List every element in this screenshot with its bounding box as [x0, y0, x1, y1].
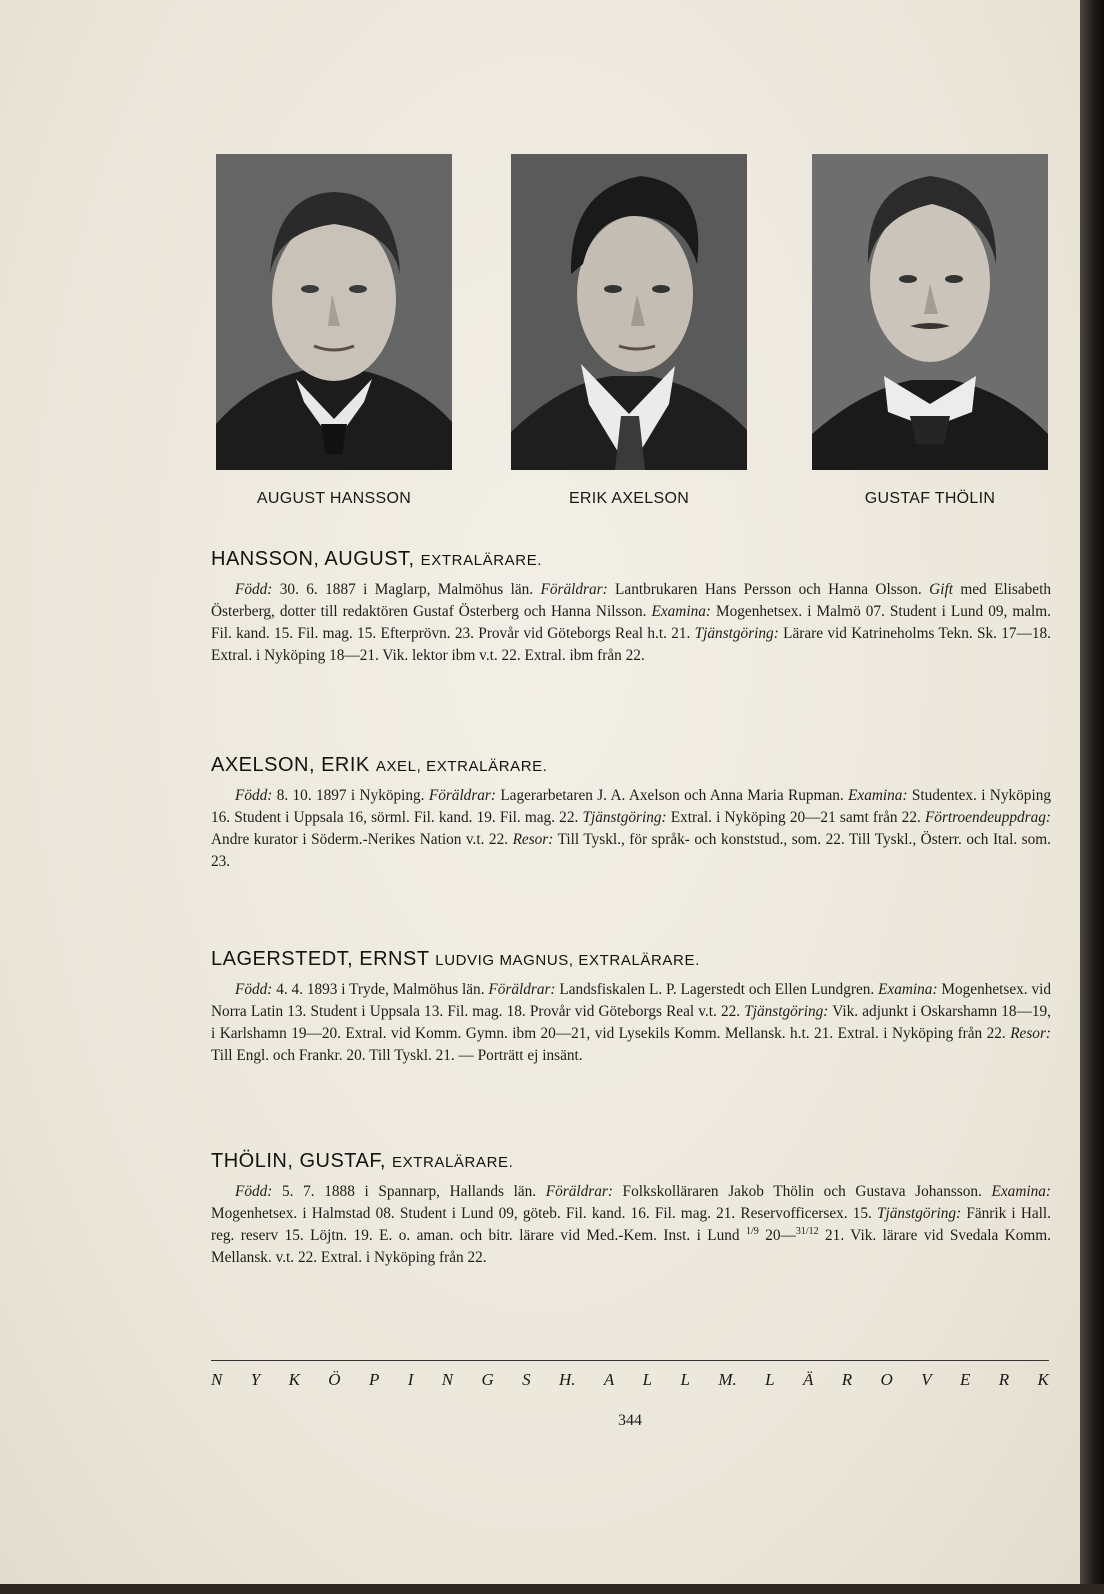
footer-letter: E: [959, 1370, 971, 1389]
portrait-caption: GUSTAF THÖLIN: [864, 490, 996, 507]
portrait-august-hansson: [216, 154, 452, 470]
entry-tholin: [211, 1150, 1051, 1269]
footer-letter: V: [921, 1370, 932, 1389]
footer-letter: L: [642, 1370, 653, 1389]
entry-heading: [211, 1150, 1051, 1173]
footer-letter: L: [680, 1370, 690, 1389]
portrait-photo: [511, 154, 747, 470]
footer-letter: S: [522, 1370, 531, 1389]
footer-letter: N: [211, 1370, 223, 1389]
footer-letter: Y: [250, 1370, 261, 1389]
footer-letter: H.: [559, 1370, 576, 1389]
entry-lagerstedt: [211, 948, 1051, 1067]
entry-role: EXTRALÄRARE.: [420, 552, 543, 569]
footer-letter: I: [407, 1370, 414, 1389]
portrait-caption: AUGUST HANSSON: [256, 490, 412, 507]
entry-body: Född: 4. 4. 1893 i Tryde, Malmöhus län. Föräldrar: Landsfiskalen L. P. Lagerstedt och Ellen Lundgren. Examina: Mogenhetsex. vid Norra Latin 13. Student i Uppsala 13. Fil. mag. 18. Provår vid Göteborgs Real v.t. 22. Tjänstgöring: Vik. adjunkt i Oskarshamn 18—19, i Karlshamn 19—20. Extral. vid Komm. Gymn. ibm 20—21, vid Lysekils Komm. Mellansk. h.t. 21. Extral. i Nyköping från 22. Resor: Till Engl. och Frankr. 20. Till Tyskl. 21. — Porträtt ej insänt.: [211, 981, 1052, 1064]
entry-body: Född: 30. 6. 1887 i Maglarp, Malmöhus län. Föräldrar: Lantbrukaren Hans Persson och Hanna Olsson. Gift med Elisabeth Österberg, dotter till redaktören Gustaf Österberg och Hanna Nilsson. Examina: Mogenhetsex. i Malmö 07. Student i Lund 09, malm. Fil. kand. 15. Fil. mag. 15. Efterprövn. 23. Provår vid Göteborgs Real h.t. 21. Tjänstgöring: Lärare vid Katrineholms Tekn. Sk. 17—18. Extral. i Nyköping 18—21. Vik. lektor ibm v.t. 22. Extral. ibm från 22.: [211, 581, 1051, 664]
page-bottom-edge: [0, 1584, 1104, 1594]
portrait-erik-axelson: [511, 154, 747, 470]
footer-letter: M.: [718, 1370, 737, 1389]
entry-axelson: [211, 754, 1051, 873]
portrait-caption: ERIK AXELSON: [568, 490, 690, 507]
entry-name: THÖLIN, GUSTAF,: [211, 1150, 386, 1172]
footer-letter: R: [998, 1370, 1010, 1389]
footer-letter: Ä: [803, 1370, 814, 1389]
footer-letter: Ö: [328, 1370, 341, 1389]
entry-role: LUDVIG MAGNUS, EXTRALÄRARE.: [435, 952, 700, 969]
footer-letter: R: [841, 1370, 853, 1389]
footer-letter: L: [765, 1370, 775, 1389]
entry-heading: [211, 548, 1051, 571]
entry-role: EXTRALÄRARE.: [391, 1154, 514, 1171]
entry-body: Född: 5. 7. 1888 i Spannarp, Hallands län. Föräldrar: Folkskolläraren Jakob Thölin och Gustava Johansson. Examina: Mogenhetsex. i Halmstad 08. Student i Lund 09, göteb. Fil. kand. 16. Fil. mag. 21. Reservofficersex. 15. Tjänstgöring: Fänrik i Hall. reg. reserv 15. Löjtn. 19. E. o. aman. och bitr. lärare vid Med.-Kem. Inst. i Lund $^{1/9}$ 20—$^{31/12}$ 21. Vik. lärare vid Svedala Komm. Mellansk. v.t. 22. Extral. i Nyköping från 22.: [211, 1183, 1052, 1266]
entry-heading: [211, 948, 1051, 971]
entry-name: LAGERSTEDT, ERNST: [211, 948, 430, 970]
portrait-photo: [216, 154, 452, 470]
entry-heading: [211, 754, 1051, 777]
entry-name: AXELSON, ERIK: [211, 754, 370, 776]
entry-hansson: [211, 548, 1051, 667]
running-footer: [211, 1370, 1049, 1390]
footer-letter: O: [880, 1370, 893, 1389]
footer-rule: [211, 1360, 1049, 1361]
portrait-gustaf-tholin: [812, 154, 1048, 470]
footer-letter: K: [1037, 1370, 1049, 1389]
entry-body: Född: 8. 10. 1897 i Nyköping. Föräldrar: Lagerarbetaren J. A. Axelson och Anna Maria Rupman. Examina: Studentex. i Nyköping 16. Student i Uppsala 16, sörml. Fil. kand. 19. Fil. mag. 22. Tjänstgöring: Extral. i Nyköping 20—21 samt från 22. Förtroendeuppdrag: Andre kurator i Söderm.-Nerikes Nation v.t. 22. Resor: Till Tyskl., för språk- och konststud., som. 22. Till Tyskl., Österr. och Ital. som. 23.: [211, 787, 1051, 870]
footer-letter: P: [368, 1370, 380, 1389]
entry-name: HANSSON, AUGUST,: [211, 548, 415, 570]
page-edge-shadow: [1080, 0, 1104, 1594]
page-number: 344: [618, 1412, 642, 1429]
footer-letter: A: [603, 1370, 615, 1389]
entry-role: AXEL, EXTRALÄRARE.: [375, 758, 548, 775]
portrait-photo: [812, 154, 1048, 470]
footer-letter: G: [481, 1370, 494, 1389]
footer-letter: N: [441, 1370, 454, 1389]
footer-letter: K: [288, 1370, 300, 1389]
